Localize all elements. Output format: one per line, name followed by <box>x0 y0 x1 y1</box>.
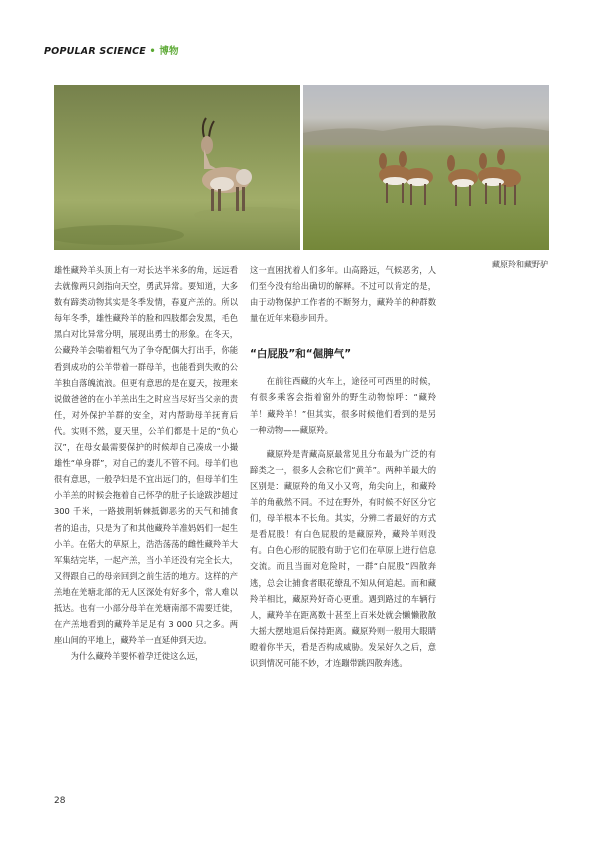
paragraph: 为什么藏羚羊要怀着孕迁徙这么远， <box>70 651 204 662</box>
paragraph: 藏原羚是青藏高原最常见且分布最为广泛的有蹄类之一，很多人会称它们“黄羊”。两种羊最大的区别是：藏原羚的角又小又弯，角尖向上，和藏羚羊的角截然不同。不过在野外，有时候不好区分它们，母羊根本不长角。其实，分辨二者最好的方式是看屁股！有白色屁股的是藏原羚，藏羚羊则没有。白色心形的屁股有助于它们在草原上进行信息交流。而且当面对危险时，一群“白屁股”四散奔逃，总会让捕食者眼花缭乱不知从何追起。而和藏羚羊相比，藏原羚好奇心更重。遇到路过的车辆行人，藏羚羊在距离数十甚至上百米处就会懒懒散散大摇大摆地退后保持距离。藏原羚则一般用大眼睛瞪着你半天，看是否构成威胁。发呆好久之后，意识到情况可能不妙，才连蹦带跳四散奔逃。 <box>250 448 436 668</box>
wild-ass-group-photo <box>303 85 549 250</box>
section-header <box>44 43 179 57</box>
page-number: 28 <box>54 796 66 806</box>
paragraph: 雄性藏羚羊头顶上有一对长达半米多的角，远远看去就像两只剑指向天空，勇武异常。要知道，大多数有蹄类动物其实是冬季发情，春夏产羔的。所以每年冬季，雄性藏羚羊的脸和四肢都会发黑，毛色黑白对比异常分明，展现出勇士的形象。在冬天，公藏羚羊会喘着粗气为了争夺配偶大打出手，你能看到成功的公羊带着一群母羊，也能看到失败的公羊独自落魄流浪。但更有意思的是在夏天，按理来说做爸爸的在小羊羔出生之时应当尽好当父亲的责任，对外保护羊群的安全，对内帮助母羊抚育后代。实则不然，夏天里，公羊们都是十足的“负心汉”，在母女最需要保护的时候却自己凑成一小撮雄性“单身群”，对自己的妻儿不管不问。母羊们也很有意思，一般孕妇是不宜出远门的，但母羊们生小羊羔的时候会拖着自己怀孕的肚子长途跋涉超过 300 千米，一路披荆斩棘抵御恶劣的天气和捕食者的追击，只是为了和其他藏羚羊准妈妈们一起生小羊。在偌大的草原上，浩浩荡荡的雌性藏羚羊大军集结完毕，一起产羔，当小羊还没有完全长大，又得跟自己的母亲回到之前生活的地方。这样的产羔地在羌塘北部的无人区深处有好多个，常人难以抵达。也有一小部分母羊在羌塘南部不需要迁徙，在产羔地看到的藏羚羊足足有 3 000 只之多。两座山间的平地上，藏羚羊一直延伸到天边。 <box>54 265 238 646</box>
paragraph: 在前往西藏的火车上，途径可可西里的时候，有很多乘客会指着窗外的野生动物惊呼：“藏羚羊！藏羚羊！”但其实，很多时候他们看到的是另一种动物——藏原羚。 <box>250 376 436 435</box>
antelope-photo <box>54 85 300 250</box>
section-subheading: “白屁股”和“倔脾气” <box>250 348 352 361</box>
header-separator: • <box>149 46 156 57</box>
header-label-en: POPULAR SCIENCE <box>44 46 146 57</box>
article-column-left <box>54 262 238 664</box>
header-label-cn: 博物 <box>159 46 179 57</box>
paragraph: 这一直困扰着人们多年。山高路远，气候恶劣，人们至今没有给出确切的解释。不过可以肯定的是，由于动物保护工作者的不断努力，藏羚羊的种群数量在近年来稳步回升。 <box>250 265 436 324</box>
photo-caption: 藏原羚和藏野驴 <box>492 260 548 269</box>
article-column-right <box>250 262 436 671</box>
